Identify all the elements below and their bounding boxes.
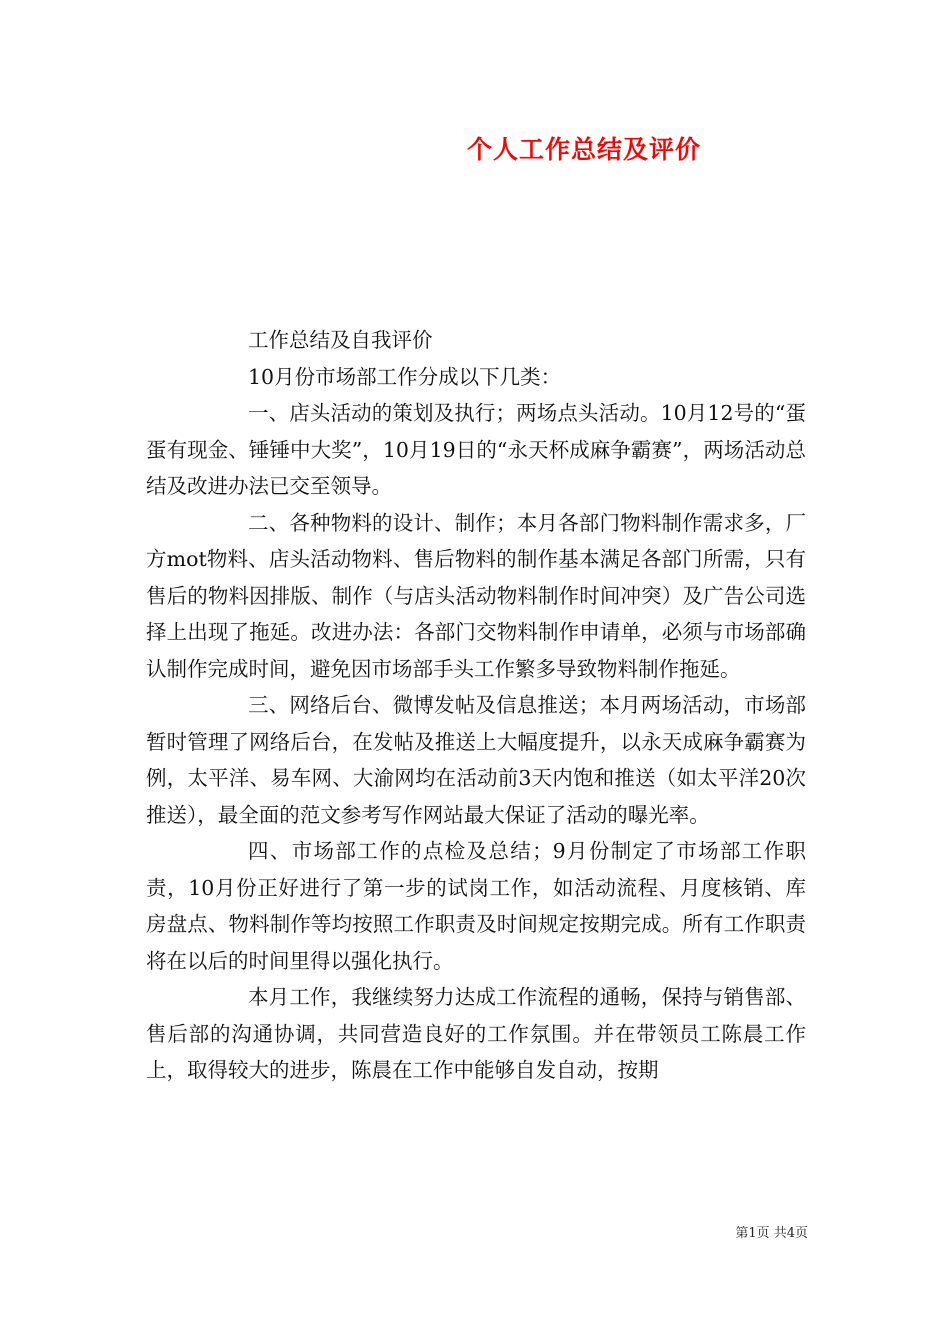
paragraph-4: 四、市场部工作的点检及总结；9月份制定了市场部工作职责，10月份正好进行了第一步的试岗工作，如活动流程、月度核销、库房盘点、物料制作等均按照工作职责及时间规定按期完成。所有工作职责将在以后的时间里得以强化执行。 — [146, 839, 806, 973]
paragraph-5: 本月工作，我继续努力达成工作流程的通畅，保持与销售部、售后部的沟通协调，共同营造良好的工作氛围。并在带领员工陈晨工作上，取得较大的进步，陈晨在工作中能够自发自动，按期 — [146, 985, 806, 1082]
page-number-footer: 第1页 共4页 — [735, 1226, 808, 1241]
paragraph-3: 三、网络后台、微博发帖及信息推送；本月两场活动，市场部暂时管理了网络后台，在发帖及推送上大幅度提升，以永天成麻争霸赛为例，太平洋、易车网、大渝网均在活动前3天内饱和推送（如太平洋20次推送），最全面的范文参考写作网站最大保证了活动的曝光率。 — [146, 693, 806, 827]
document-title: 个人工作总结及评价 — [466, 135, 701, 164]
section-heading: 工作总结及自我评价 — [248, 328, 433, 352]
document-body — [146, 322, 806, 1089]
paragraph-2: 二、各种物料的设计、制作；本月各部门物料制作需求多，厂方mot物料、店头活动物料、售后物料的制作基本满足各部门所需，只有售后的物料因排版、制作（与店头活动物料制作时间冲突）及广告公司选择上出现了拖延。改进办法：各部门交物料制作申请单，必须与市场部确认制作完成时间，避免因市场部手头工作繁多导致物料制作拖延。 — [146, 510, 806, 681]
paragraph-1: 一、店头活动的策划及执行；两场点头活动。10月12号的“蛋蛋有现金、锤锤中大奖”，10月19日的“永天杯成麻争霸赛”，两场活动总结及改进办法已交至领导。 — [146, 401, 806, 498]
intro-line: 10月份市场部工作分成以下几类： — [248, 364, 562, 389]
